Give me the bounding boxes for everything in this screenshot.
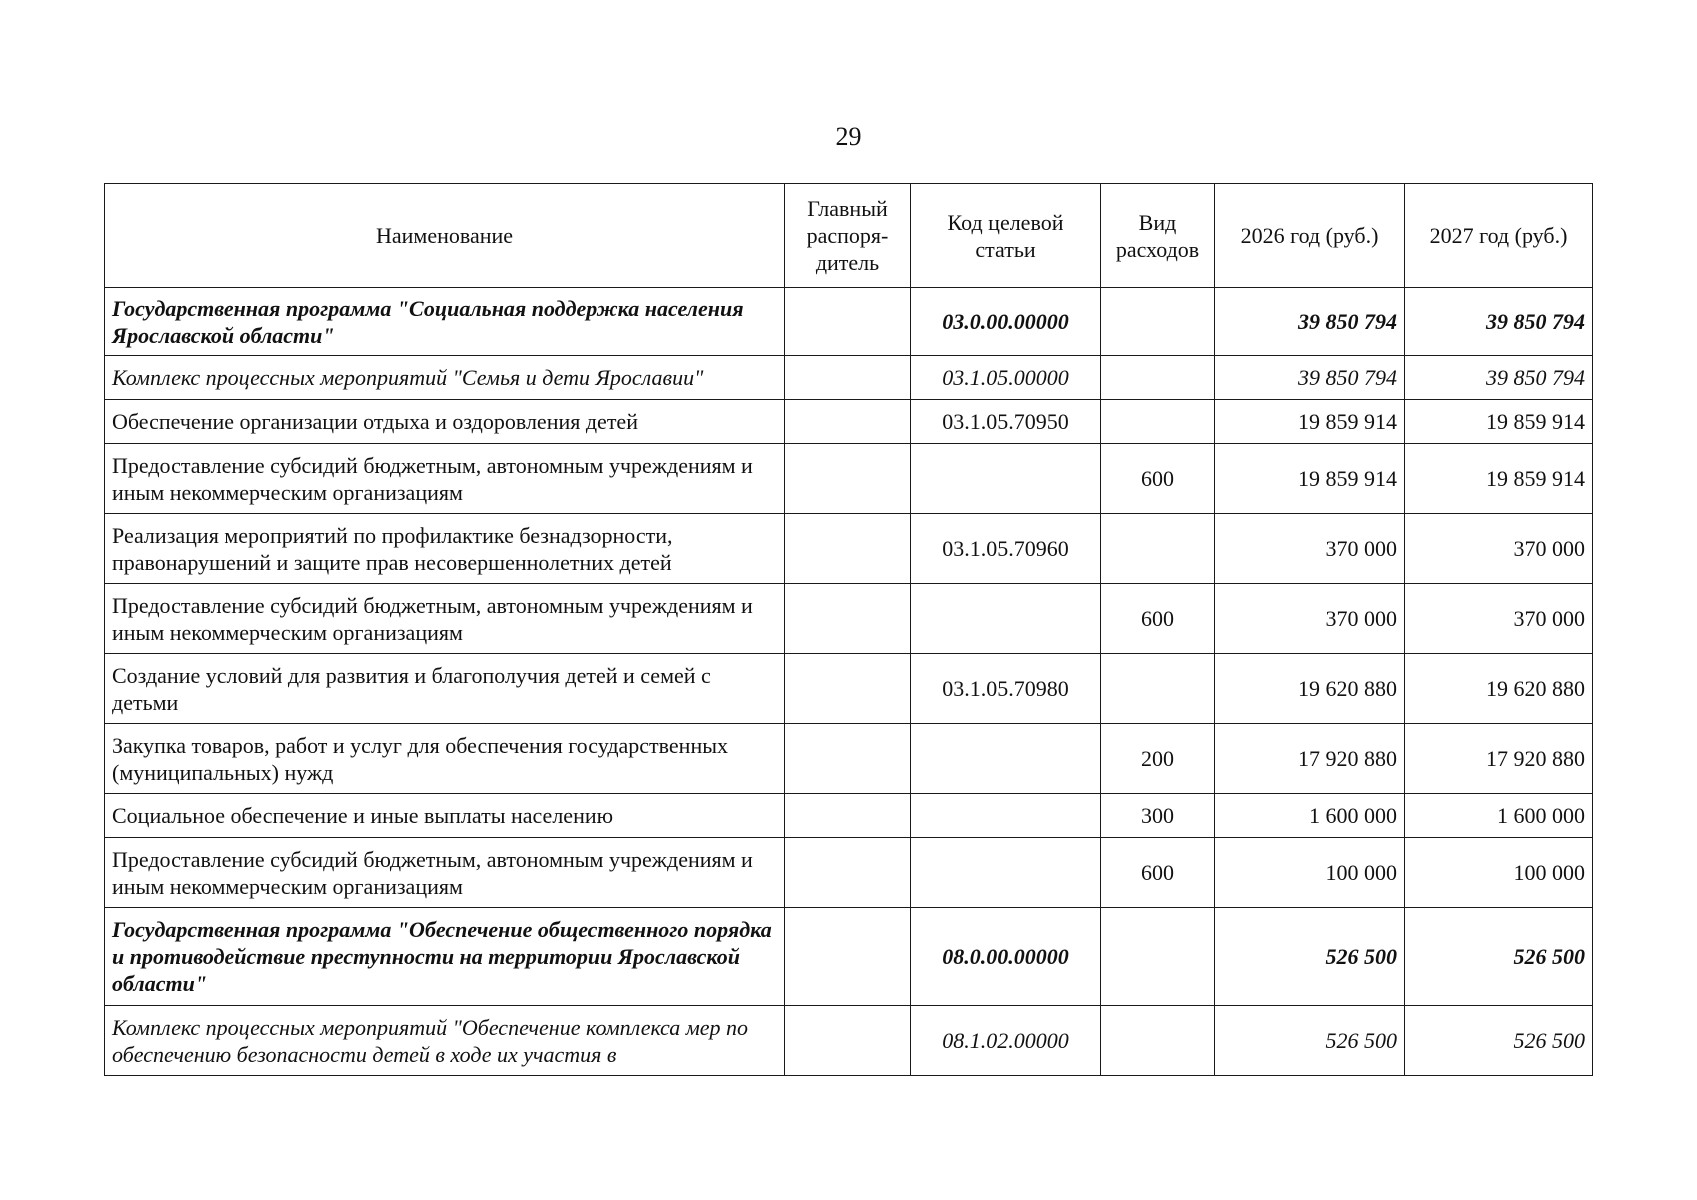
- row-target-code-cell: 03.1.05.70950: [911, 400, 1101, 444]
- header-chief-manager: Главный распоря-дитель: [785, 184, 911, 288]
- table-row: [105, 908, 1593, 1006]
- header-target-code: Код целевой статьи: [911, 184, 1101, 288]
- row-target-code-cell: 03.1.05.70960: [911, 514, 1101, 584]
- table-row: [105, 514, 1593, 584]
- row-year-2026-cell: 19 620 880: [1215, 654, 1405, 724]
- row-year-2027-cell: 526 500: [1405, 1006, 1593, 1076]
- table-row: [105, 1006, 1593, 1076]
- row-expense-type-cell: [1101, 400, 1215, 444]
- row-expense-type-cell: [1101, 514, 1215, 584]
- header-name: Наименование: [105, 184, 785, 288]
- table-row: [105, 400, 1593, 444]
- row-year-2026-cell: 39 850 794: [1215, 356, 1405, 400]
- row-year-2027-cell: 526 500: [1405, 908, 1593, 1006]
- header-expense-type: Вид расходов: [1101, 184, 1215, 288]
- row-target-code-cell: [911, 838, 1101, 908]
- row-year-2026-cell: 1 600 000: [1215, 794, 1405, 838]
- table-row: [105, 794, 1593, 838]
- table-row: [105, 444, 1593, 514]
- row-expense-type-cell: 600: [1101, 444, 1215, 514]
- row-name-cell: Предоставление субсидий бюджетным, автономным учреждениям и иным некоммерческим организациям: [105, 444, 785, 514]
- row-target-code-cell: [911, 444, 1101, 514]
- row-target-code-cell: 03.1.05.70980: [911, 654, 1101, 724]
- row-chief-manager-cell: [785, 654, 911, 724]
- row-year-2026-cell: 17 920 880: [1215, 724, 1405, 794]
- row-name-cell: Социальное обеспечение и иные выплаты населению: [105, 794, 785, 838]
- table-row: [105, 724, 1593, 794]
- row-target-code-cell: [911, 794, 1101, 838]
- row-target-code-cell: 08.1.02.00000: [911, 1006, 1101, 1076]
- row-name-cell: Государственная программа "Обеспечение общественного порядка и противодействие преступности на территории Ярославской области": [105, 908, 785, 1006]
- row-expense-type-cell: [1101, 1006, 1215, 1076]
- row-year-2026-cell: 39 850 794: [1215, 288, 1405, 356]
- row-year-2027-cell: 39 850 794: [1405, 356, 1593, 400]
- row-chief-manager-cell: [785, 1006, 911, 1076]
- row-year-2026-cell: 370 000: [1215, 514, 1405, 584]
- row-expense-type-cell: 600: [1101, 584, 1215, 654]
- row-year-2026-cell: 526 500: [1215, 908, 1405, 1006]
- row-name-cell: Предоставление субсидий бюджетным, автономным учреждениям и иным некоммерческим организациям: [105, 584, 785, 654]
- row-year-2026-cell: 19 859 914: [1215, 444, 1405, 514]
- row-name-cell: Комплекс процессных мероприятий "Обеспечение комплекса мер по обеспечению безопасности детей в ходе их участия в: [105, 1006, 785, 1076]
- row-expense-type-cell: 200: [1101, 724, 1215, 794]
- row-chief-manager-cell: [785, 514, 911, 584]
- row-target-code-cell: [911, 724, 1101, 794]
- row-year-2027-cell: 1 600 000: [1405, 794, 1593, 838]
- row-year-2027-cell: 100 000: [1405, 838, 1593, 908]
- budget-table: [104, 183, 1593, 1076]
- row-chief-manager-cell: [785, 400, 911, 444]
- row-chief-manager-cell: [785, 794, 911, 838]
- row-year-2027-cell: 17 920 880: [1405, 724, 1593, 794]
- row-chief-manager-cell: [785, 724, 911, 794]
- row-chief-manager-cell: [785, 584, 911, 654]
- row-target-code-cell: [911, 584, 1101, 654]
- row-expense-type-cell: 300: [1101, 794, 1215, 838]
- row-year-2026-cell: 19 859 914: [1215, 400, 1405, 444]
- row-year-2027-cell: 19 859 914: [1405, 444, 1593, 514]
- row-expense-type-cell: [1101, 356, 1215, 400]
- row-target-code-cell: 03.0.00.00000: [911, 288, 1101, 356]
- row-name-cell: Комплекс процессных мероприятий "Семья и дети Ярославии": [105, 356, 785, 400]
- row-year-2027-cell: 370 000: [1405, 514, 1593, 584]
- page-number: 29: [835, 122, 862, 151]
- header-year-2027: 2027 год (руб.): [1405, 184, 1593, 288]
- row-name-cell: Государственная программа "Социальная поддержка населения Ярославской области": [105, 288, 785, 356]
- row-year-2027-cell: 370 000: [1405, 584, 1593, 654]
- row-expense-type-cell: [1101, 908, 1215, 1006]
- row-year-2027-cell: 39 850 794: [1405, 288, 1593, 356]
- row-chief-manager-cell: [785, 288, 911, 356]
- row-name-cell: Предоставление субсидий бюджетным, автономным учреждениям и иным некоммерческим организациям: [105, 838, 785, 908]
- row-year-2026-cell: 370 000: [1215, 584, 1405, 654]
- row-name-cell: Закупка товаров, работ и услуг для обеспечения государственных (муниципальных) нужд: [105, 724, 785, 794]
- row-year-2027-cell: 19 620 880: [1405, 654, 1593, 724]
- table-header-row: [105, 184, 1593, 288]
- row-name-cell: Создание условий для развития и благополучия детей и семей с детьми: [105, 654, 785, 724]
- row-year-2026-cell: 526 500: [1215, 1006, 1405, 1076]
- header-year-2026: 2026 год (руб.): [1215, 184, 1405, 288]
- table-row: [105, 838, 1593, 908]
- row-name-cell: Обеспечение организации отдыха и оздоровления детей: [105, 400, 785, 444]
- row-expense-type-cell: [1101, 654, 1215, 724]
- row-expense-type-cell: 600: [1101, 838, 1215, 908]
- row-expense-type-cell: [1101, 288, 1215, 356]
- row-year-2026-cell: 100 000: [1215, 838, 1405, 908]
- table-row: [105, 584, 1593, 654]
- row-chief-manager-cell: [785, 908, 911, 1006]
- row-name-cell: Реализация мероприятий по профилактике безнадзорности, правонарушений и защите прав несовершеннолетних детей: [105, 514, 785, 584]
- row-target-code-cell: 08.0.00.00000: [911, 908, 1101, 1006]
- row-year-2027-cell: 19 859 914: [1405, 400, 1593, 444]
- row-chief-manager-cell: [785, 444, 911, 514]
- row-chief-manager-cell: [785, 838, 911, 908]
- table-row: [105, 288, 1593, 356]
- table-row: [105, 654, 1593, 724]
- row-target-code-cell: 03.1.05.00000: [911, 356, 1101, 400]
- table-row: [105, 356, 1593, 400]
- row-chief-manager-cell: [785, 356, 911, 400]
